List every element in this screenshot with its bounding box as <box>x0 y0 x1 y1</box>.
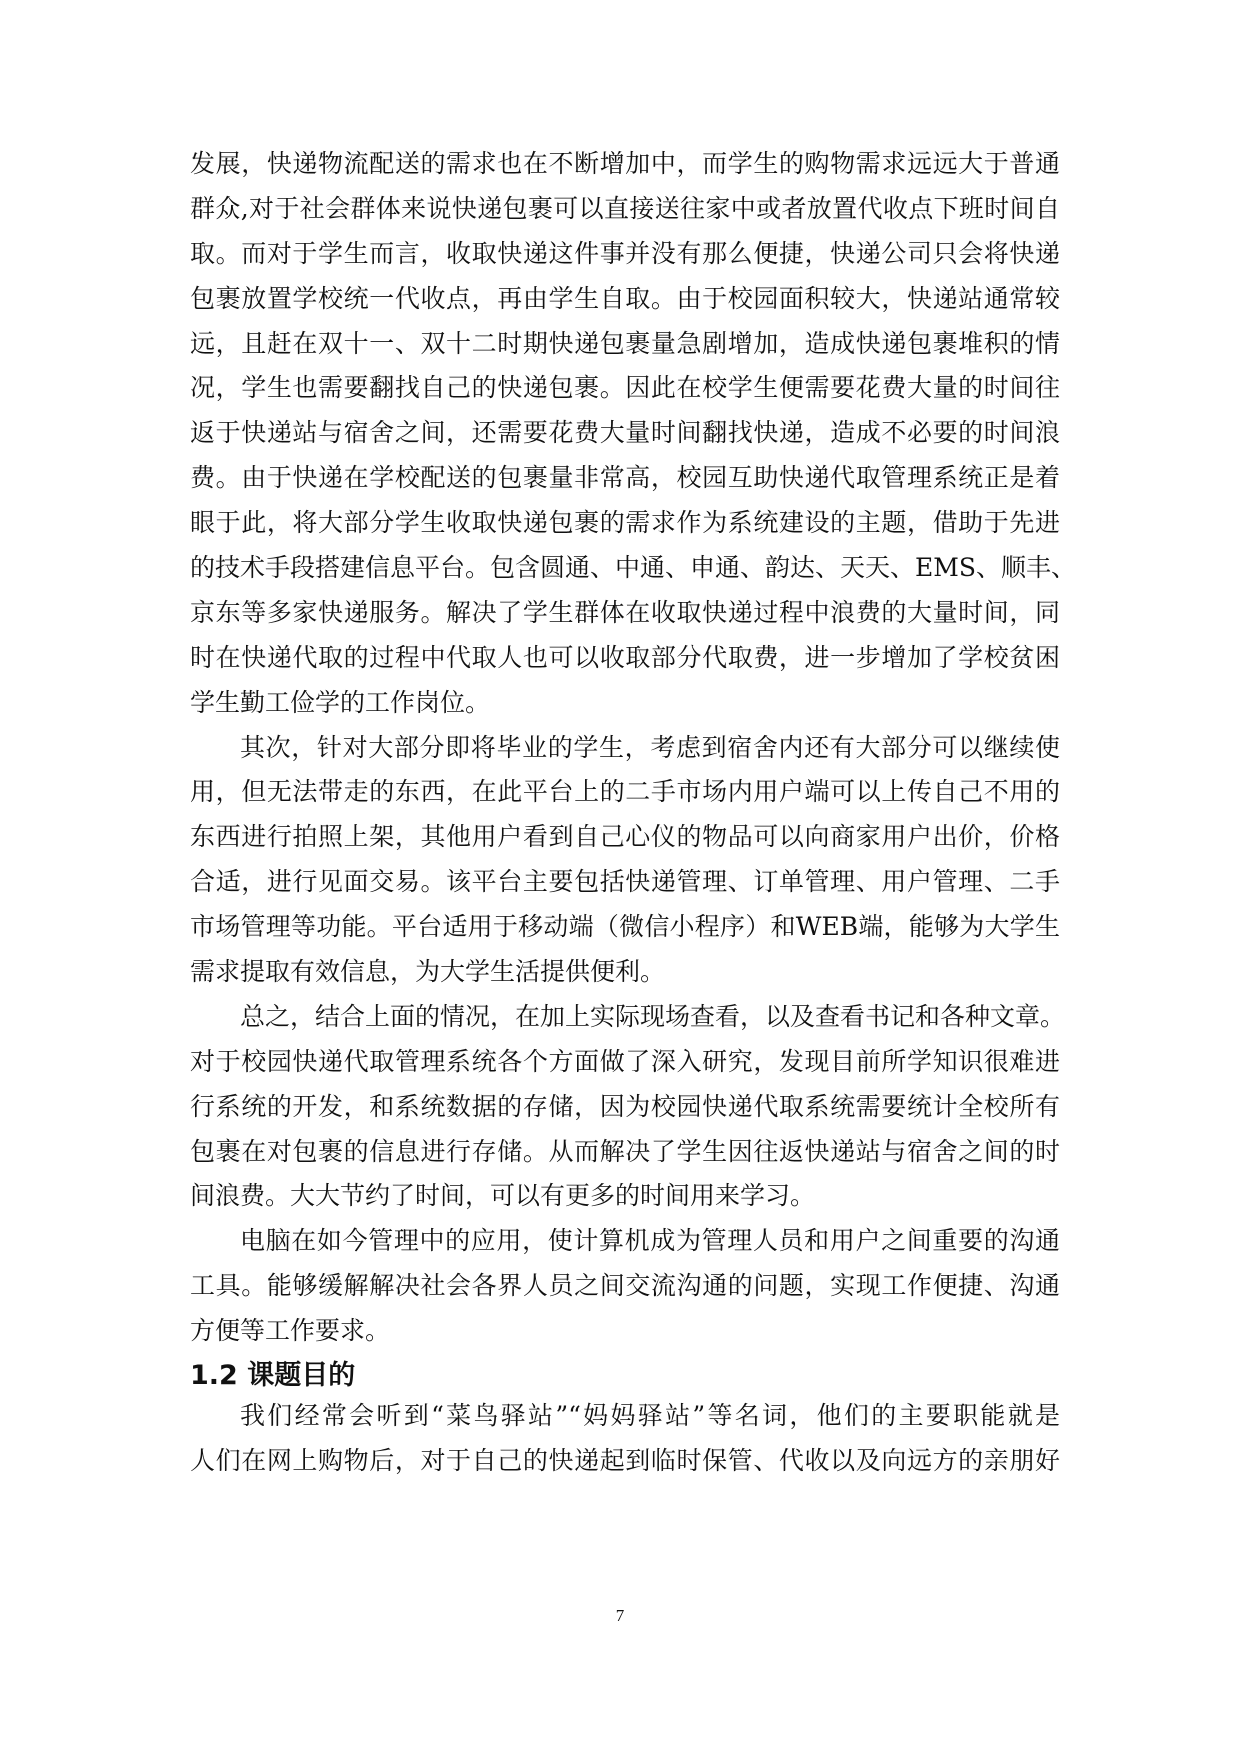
paragraph <box>190 1394 1060 1484</box>
text-line: 市场管理等功能。平台适用于移动端（微信小程序）和WEB端，能够为大学生 <box>190 912 1060 942</box>
text-line: 我们经常会听到“菜鸟驿站”“妈妈驿站”等名词，他们的主要职能就是 <box>240 1401 1060 1431</box>
text-line: 电脑在如今管理中的应用，使计算机成为管理人员和用户之间重要的沟通 <box>240 1226 1060 1256</box>
text-line: 费。由于快递在学校配送的包裹量非常高，校园互助快递代取管理系统正是着 <box>190 463 1060 493</box>
text-line: 间浪费。大大节约了时间，可以有更多的时间用来学习。 <box>190 1181 816 1211</box>
text-line: 返于快递站与宿舍之间，还需要花费大量时间翻找快递，造成不必要的时间浪 <box>190 418 1060 448</box>
text-line: 包裹放置学校统一代收点，再由学生自取。由于校园面积较大，快递站通常较 <box>190 283 1060 313</box>
text-line: 人们在网上购物后，对于自己的快递起到临时保管、代收以及向远方的亲朋好 <box>190 1445 1060 1475</box>
text-line: 的技术手段搭建信息平台。包含圆通、中通、申通、韵达、天天、EMS、顺丰、 <box>190 553 1076 583</box>
text-line: 行系统的开发，和系统数据的存储，因为校园快递代取系统需要统计全校所有 <box>190 1091 1060 1121</box>
text-line: 工具。能够缓解解决社会各界人员之间交流沟通的问题，实现工作便捷、沟通 <box>190 1271 1060 1301</box>
paragraph <box>190 1219 1060 1354</box>
text-line: 发展，快递物流配送的需求也在不断增加中，而学生的购物需求远远大于普通 <box>190 149 1060 178</box>
page-body <box>190 142 1076 1484</box>
section-heading: 1.2 课题目的 <box>190 1360 356 1392</box>
text-line: 眼于此，将大部分学生收取快递包裹的需求作为系统建设的主题，借助于先进 <box>190 508 1060 538</box>
text-line: 对于校园快递代取管理系统各个方面做了深入研究，发现目前所学知识很难进 <box>190 1046 1060 1076</box>
text-line: 况，学生也需要翻找自己的快递包裹。因此在校学生便需要花费大量的时间往 <box>190 373 1060 403</box>
text-line: 取。而对于学生而言，收取快递这件事并没有那么便捷，快递公司只会将快递 <box>190 238 1060 268</box>
text-line: 总之，结合上面的情况，在加上实际现场查看，以及查看书记和各种文章。 <box>240 1001 1066 1031</box>
page-number: 7 <box>615 1606 625 1625</box>
text-line: 东西进行拍照上架，其他用户看到自己心仪的物品可以向商家用户出价，价格 <box>190 822 1060 852</box>
text-line: 用，但无法带走的东西，在此平台上的二手市场内用户端可以上传自己不用的 <box>190 777 1060 807</box>
text-line: 远，且赶在双十一、双十二时期快递包裹量急剧增加，造成快递包裹堆积的情 <box>190 328 1060 358</box>
text-line: 需求提取有效信息，为大学生活提供便利。 <box>190 957 666 987</box>
text-line: 其次，针对大部分即将毕业的学生，考虑到宿舍内还有大部分可以继续使 <box>240 732 1060 762</box>
text-line: 学生勤工俭学的工作岗位。 <box>190 687 491 717</box>
text-line: 包裹在对包裹的信息进行存储。从而解决了学生因往返快递站与宿舍之间的时 <box>190 1136 1060 1166</box>
paragraph <box>190 995 1066 1219</box>
text-line: 时在快递代取的过程中代取人也可以收取部分代取费，进一步增加了学校贫困 <box>190 642 1060 672</box>
text-line: 京东等多家快递服务。解决了学生群体在收取快递过程中浪费的大量时间，同 <box>190 597 1060 627</box>
text-line: 方便等工作要求。 <box>190 1316 391 1346</box>
paragraph <box>190 142 1076 726</box>
text-line: 合适，进行见面交易。该平台主要包括快递管理、订单管理、用户管理、二手 <box>190 867 1060 897</box>
text-line: 群众,对于社会群体来说快递包裹可以直接送往家中或者放置代收点下班时间自 <box>190 193 1060 223</box>
paragraph <box>190 726 1060 995</box>
